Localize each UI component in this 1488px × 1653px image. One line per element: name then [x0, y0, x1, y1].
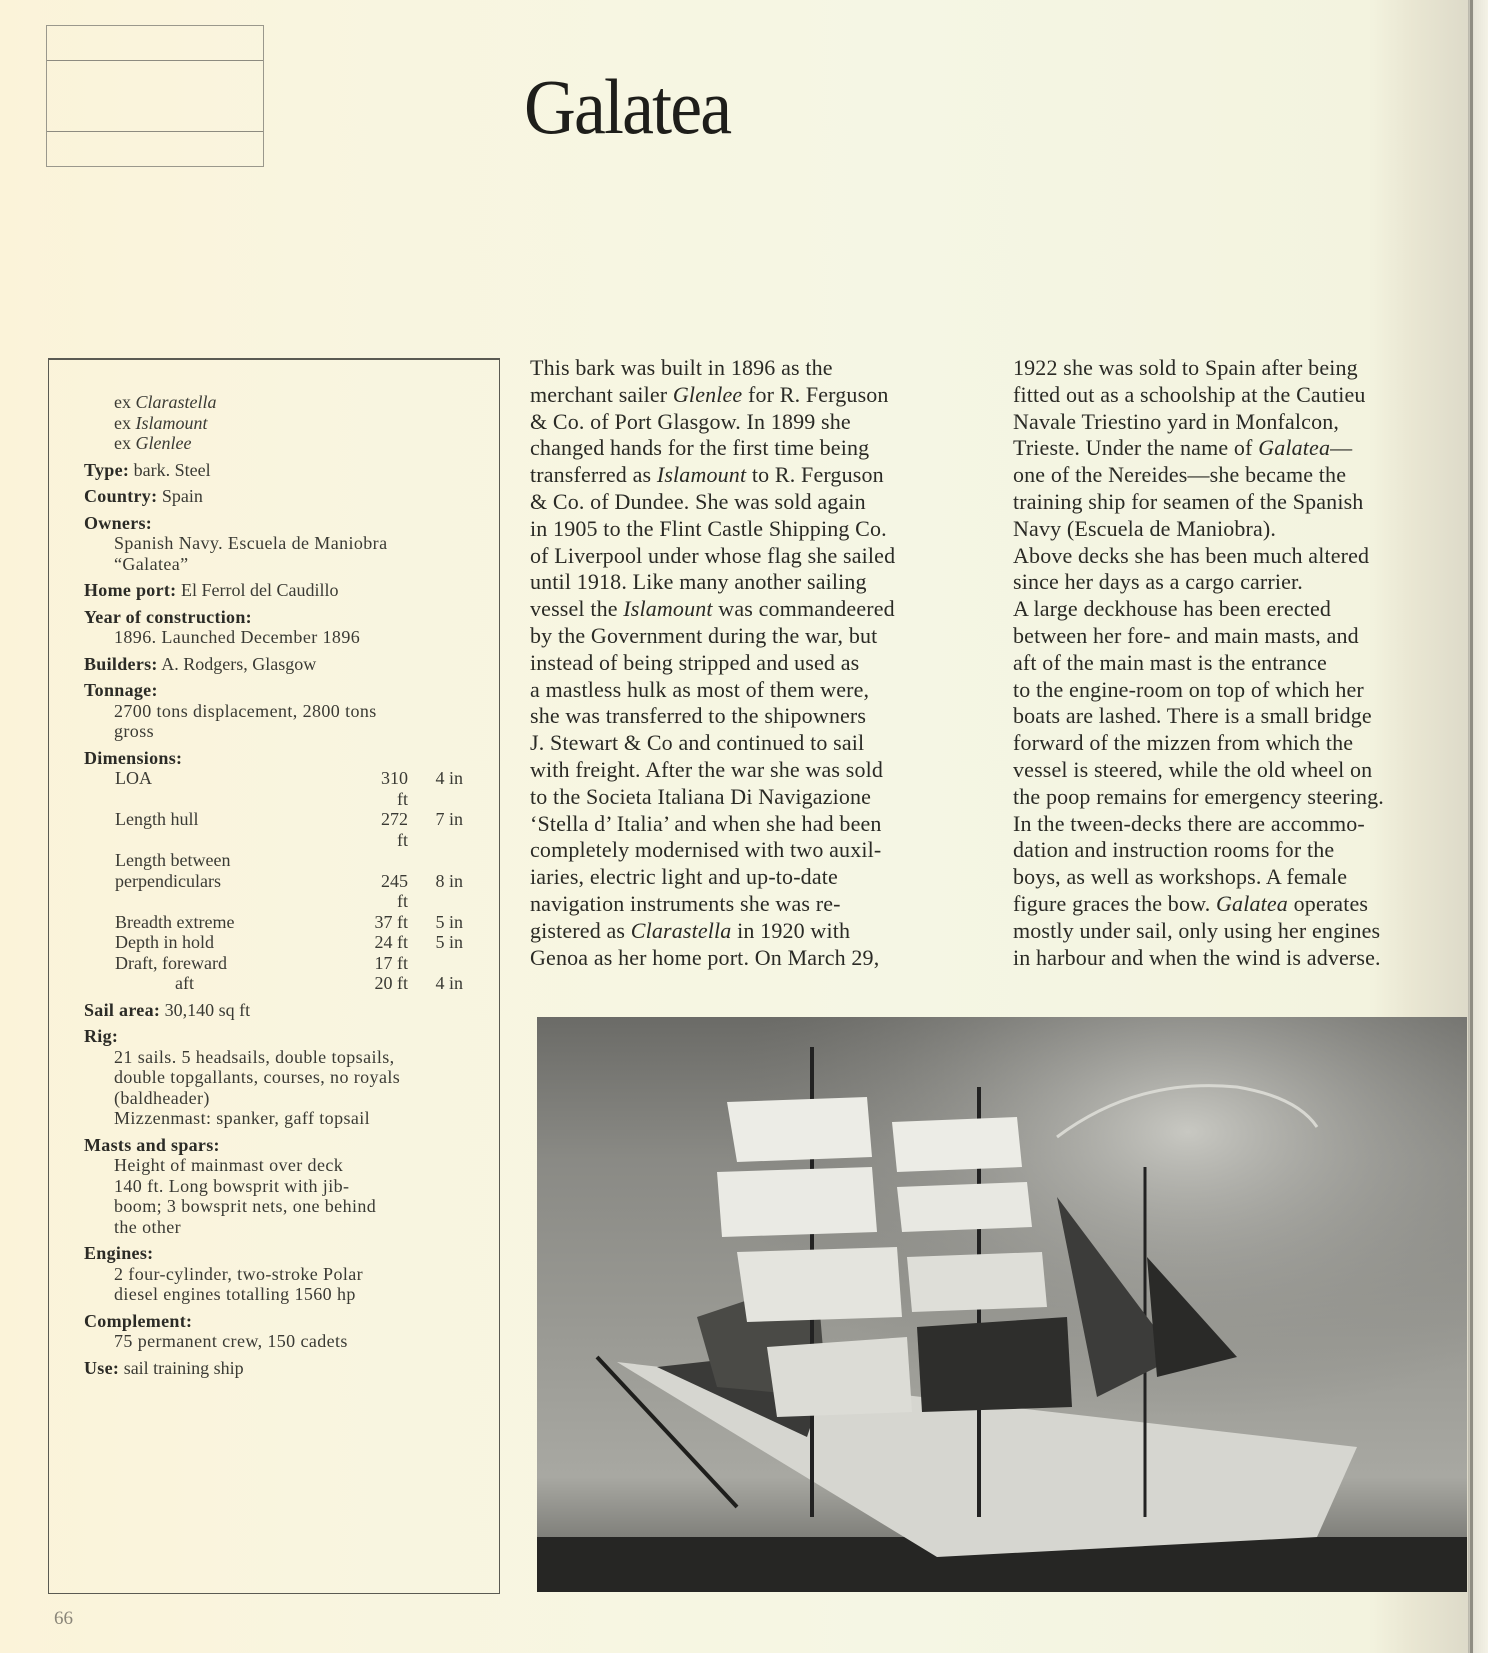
spec-value: boom; 3 bowsprit nets, one behind — [114, 1196, 377, 1216]
text-line: figure graces the bow. Galatea operates — [1013, 890, 1369, 916]
spec-type — [84, 460, 484, 481]
spec-label: Tonnage: — [84, 680, 158, 700]
spec-use — [84, 1358, 484, 1379]
page-number: 66 — [54, 1608, 73, 1629]
page-title: Galatea — [524, 63, 731, 151]
dimension-feet: 310 ft — [381, 768, 408, 809]
text-line: In the tween-decks there are accommo- — [1013, 810, 1365, 836]
dimension-row — [84, 768, 484, 809]
spec-home-port — [84, 580, 484, 601]
spec-value: El Ferrol del Caudillo — [180, 580, 339, 600]
divider — [47, 60, 263, 61]
text-line: training ship for seamen of the Spanish — [1013, 488, 1364, 514]
spec-value: double topgallants, courses, no royals — [114, 1067, 401, 1087]
text-line: vessel is steered, while the old wheel on — [1013, 756, 1373, 782]
dimension-row — [84, 912, 484, 933]
dimension-feet: 20 ft — [374, 973, 408, 993]
dimension-name: Length between — [115, 850, 231, 870]
text-line: 1922 she was sold to Spain after being — [1013, 355, 1358, 380]
dimension-feet: 272 ft — [381, 809, 408, 850]
text-line: Genoa as her home port. On March 29, — [530, 944, 880, 970]
dimension-inches: 4 in — [435, 768, 463, 788]
dimension-name: Breadth extreme — [115, 911, 235, 932]
spec-label: Masts and spars: — [84, 1134, 220, 1155]
spec-value: Spanish Navy. Escuela de Maniobra — [114, 533, 388, 553]
spec-value: Spain — [161, 486, 203, 506]
decorative-header-box — [46, 25, 264, 167]
text-line: boats are lashed. There is a small bridge — [1013, 703, 1372, 729]
spec-value: A. Rodgers, Glasgow — [161, 653, 317, 674]
text-line: changed hands for the first time being — [530, 435, 870, 461]
text-line: This bark was built in 1896 as the — [530, 355, 833, 380]
spec-masts — [84, 1135, 484, 1238]
dimension-feet: 24 ft — [374, 932, 408, 952]
spec-value: Height of mainmast over deck — [114, 1155, 344, 1175]
spec-complement — [84, 1311, 484, 1352]
dimension-inches — [408, 953, 463, 974]
dimension-name: aft — [175, 973, 194, 993]
dimension-name: perpendiculars — [115, 870, 221, 891]
text-line: instead of being stripped and used as — [530, 649, 860, 675]
spec-sail-area — [84, 1000, 484, 1021]
text-line: fitted out as a schoolship at the Cautieu — [1013, 381, 1366, 407]
text-line: she was transferred to the shipowners — [530, 703, 867, 729]
former-name-value: Islamount — [135, 412, 208, 433]
text-line: dation and instruction rooms for the — [1013, 837, 1335, 863]
former-name — [84, 413, 484, 434]
text-line: Trieste. Under the name of Galatea— — [1013, 435, 1353, 461]
spec-value: 140 ft. Long bowsprit with jib- — [114, 1175, 350, 1196]
text-line: completely modernised with two auxil- — [530, 837, 882, 863]
dimension-row — [84, 809, 484, 850]
text-line: between her fore- and main masts, and — [1013, 622, 1359, 648]
dimension-name: LOA — [115, 768, 152, 788]
former-name-value: Glenlee — [135, 433, 192, 453]
text-line: a mastless hulk as most of them were, — [530, 676, 870, 702]
spec-value: diesel engines totalling 1560 hp — [114, 1284, 356, 1304]
text-line: the poop remains for emergency steering. — [1013, 783, 1384, 809]
text-line: iaries, electric light and up-to-date — [530, 864, 838, 890]
dimension-row — [84, 932, 484, 953]
spec-country — [84, 486, 484, 507]
dimension-feet: 37 ft — [374, 911, 408, 932]
text-line: ‘Stella d’ Italia’ and when she had been — [530, 810, 882, 836]
former-name — [84, 392, 484, 413]
dimension-row — [84, 973, 484, 994]
spec-value: sail training ship — [123, 1357, 244, 1378]
dimension-feet — [370, 850, 408, 871]
spec-label: Use: — [84, 1357, 120, 1378]
body-column-2 — [1013, 355, 1384, 971]
spec-value: 1896. Launched December 1896 — [114, 627, 361, 647]
spec-label: Sail area: — [84, 999, 161, 1020]
former-names — [84, 392, 484, 454]
spec-value: 21 sails. 5 headsails, double topsails, — [114, 1046, 395, 1067]
text-line: gistered as Clarastella in 1920 with — [530, 917, 851, 943]
text-line: to the Societa Italiana Di Navigazione — [530, 783, 872, 809]
spec-label: Year of construction: — [84, 606, 252, 627]
spec-tonnage — [84, 680, 484, 742]
spec-value: 2700 tons displacement, 2800 tons — [114, 700, 377, 721]
text-line: one of the Nereides—she became the — [1013, 462, 1347, 488]
text-line: with freight. After the war she was sold — [530, 756, 884, 782]
text-line: by the Government during the war, but — [530, 622, 878, 648]
dimension-inches: 4 in — [435, 973, 463, 993]
former-name-prefix: ex — [114, 433, 131, 453]
dimension-inches — [408, 850, 463, 871]
text-line: to the engine-room on top of which her — [1013, 676, 1364, 702]
dimension-row — [84, 953, 484, 974]
sailing-ship-illustration — [537, 1017, 1467, 1592]
dimension-row — [84, 871, 484, 912]
specifications-list — [84, 392, 484, 1378]
spec-value: Mizzenmast: spanker, gaff topsail — [114, 1108, 371, 1128]
spec-label: Country: — [84, 486, 158, 506]
former-name-prefix: ex — [114, 412, 131, 433]
text-line: until 1918. Like many another sailing — [530, 569, 867, 595]
spec-builders — [84, 654, 484, 675]
spec-owners — [84, 513, 484, 575]
body-column-1 — [530, 355, 895, 971]
spec-value: 2 four-cylinder, two-stroke Polar — [114, 1263, 364, 1284]
dimension-inches: 8 in — [435, 870, 463, 891]
spec-label: Builders: — [84, 653, 158, 674]
spec-value: bark. Steel — [133, 459, 211, 480]
text-line: transferred as Islamount to R. Ferguson — [530, 462, 884, 488]
text-line: of Liverpool under whose flag she sailed — [530, 542, 896, 568]
spec-value: gross — [114, 721, 155, 741]
spec-label: Home port: — [84, 580, 177, 600]
dimension-name: Depth in hold — [115, 932, 214, 952]
spec-engines — [84, 1243, 484, 1305]
spec-label: Complement: — [84, 1310, 193, 1331]
text-line: aft of the main mast is the entrance — [1013, 649, 1327, 675]
spec-value: (baldheader) — [114, 1087, 210, 1108]
text-line: & Co. of Dundee. She was sold again — [530, 488, 866, 514]
text-line: navigation instruments she was re- — [530, 890, 841, 916]
former-name — [84, 433, 484, 454]
divider — [47, 131, 263, 132]
spec-label: Rig: — [84, 1026, 119, 1046]
former-name-value: Clarastella — [135, 392, 217, 412]
spec-rig — [84, 1026, 484, 1129]
spec-dimensions — [84, 748, 484, 994]
spec-label: Dimensions: — [84, 747, 183, 768]
spec-value: the other — [114, 1216, 182, 1237]
spec-label: Type: — [84, 459, 130, 480]
text-line: Navale Triestino yard in Monfalcon, — [1013, 408, 1340, 434]
text-line: merchant sailer Glenlee for R. Ferguson — [530, 381, 889, 407]
dimension-name: Length hull — [115, 809, 199, 829]
text-line: & Co. of Port Glasgow. In 1899 she — [530, 408, 851, 434]
spec-label: Engines: — [84, 1243, 154, 1263]
page-edge-line — [1470, 0, 1473, 1653]
spec-value: 30,140 sq ft — [164, 999, 251, 1020]
dimension-name: Draft, foreward — [115, 952, 227, 973]
text-line: in harbour and when the wind is adverse. — [1013, 944, 1381, 970]
dimension-inches: 7 in — [435, 809, 463, 829]
text-line: J. Stewart & Co and continued to sail — [530, 730, 865, 756]
spec-value: 75 permanent crew, 150 cadets — [114, 1331, 348, 1351]
text-line: in 1905 to the Flint Castle Shipping Co. — [530, 515, 887, 541]
former-name-prefix: ex — [114, 392, 131, 412]
dimension-inches: 5 in — [435, 911, 463, 932]
text-line: boys, as well as workshops. A female — [1013, 864, 1348, 890]
dimension-inches: 5 in — [435, 932, 463, 952]
spec-year — [84, 607, 484, 648]
text-line: Navy (Escuela de Maniobra). — [1013, 515, 1277, 541]
dimension-row — [84, 850, 484, 871]
text-line: Above decks she has been much altered — [1013, 542, 1370, 568]
spec-value: “Galatea” — [114, 553, 189, 574]
dimension-feet: 245 ft — [381, 870, 408, 911]
text-line: forward of the mizzen from which the — [1013, 730, 1354, 756]
text-line: since her days as a cargo carrier. — [1013, 569, 1303, 595]
text-line: mostly under sail, only using her engines — [1013, 917, 1381, 943]
dimension-feet: 17 ft — [374, 952, 408, 973]
text-line: A large deckhouse has been erected — [1013, 596, 1332, 622]
text-line: vessel the Islamount was commandeered — [530, 596, 895, 622]
spec-label: Owners: — [84, 512, 153, 533]
ship-photograph — [537, 1017, 1467, 1592]
